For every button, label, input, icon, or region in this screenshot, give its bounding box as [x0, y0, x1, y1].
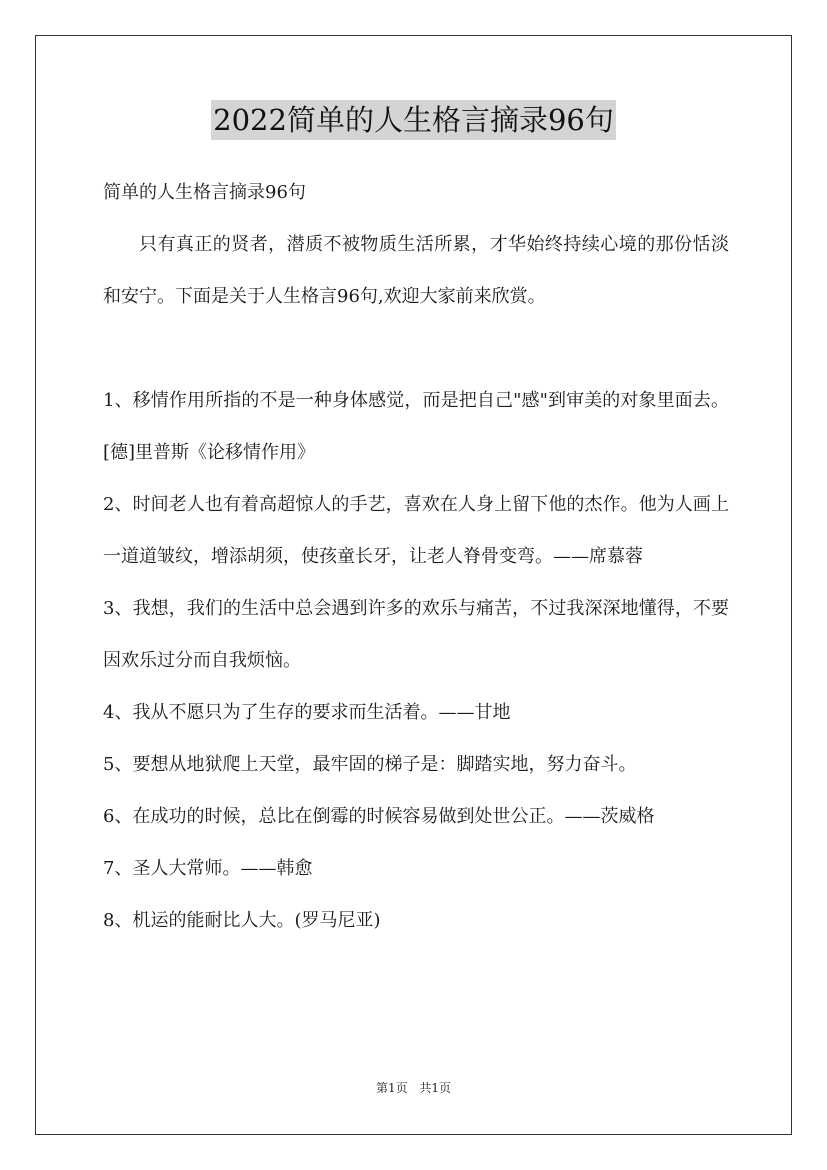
quote-item-4: 4、我从不愿只为了生存的要求而生活着。——甘地	[103, 702, 511, 723]
document-body	[103, 167, 729, 947]
intro-paragraph: 只有真正的贤者，潜质不被物质生活所累，才华始终持续心境的那份恬淡和安宁。下面是关于人生格言96句,欢迎大家前来欣赏。	[103, 234, 729, 307]
quote-item-8: 8、机运的能耐比人大。(罗马尼亚)	[103, 910, 381, 931]
quote-item-5: 5、要想从地狱爬上天堂，最牢固的梯子是：脚踏实地，努力奋斗。	[103, 754, 637, 775]
title-container	[0, 100, 827, 140]
document-title: 2022简单的人生格言摘录96句	[211, 100, 616, 140]
page-footer	[0, 1080, 827, 1096]
quote-item-7: 7、圣人大常师。——韩愈	[103, 858, 313, 879]
quote-item-3: 3、我想，我们的生活中总会遇到许多的欢乐与痛苦，不过我深深地懂得，不要因欢乐过分而自我烦恼。	[103, 598, 729, 671]
page-total: 共1页	[419, 1081, 452, 1095]
document-subtitle: 简单的人生格言摘录96句	[103, 182, 306, 203]
quote-item-6: 6、在成功的时候，总比在倒霉的时候容易做到处世公正。——茨威格	[103, 806, 655, 827]
paragraph-spacer	[103, 323, 729, 375]
page-current: 第1页	[375, 1081, 408, 1095]
quote-item-2: 2、时间老人也有着高超惊人的手艺，喜欢在人身上留下他的杰作。他为人画上一道道皱纹，增添胡须，使孩童长牙，让老人脊骨变弯。——席慕蓉	[103, 494, 729, 567]
quote-item-1: 1、移情作用所指的不是一种身体感觉，而是把自己"感"到审美的对象里面去。[德]里普斯《论移情作用》	[103, 390, 729, 463]
